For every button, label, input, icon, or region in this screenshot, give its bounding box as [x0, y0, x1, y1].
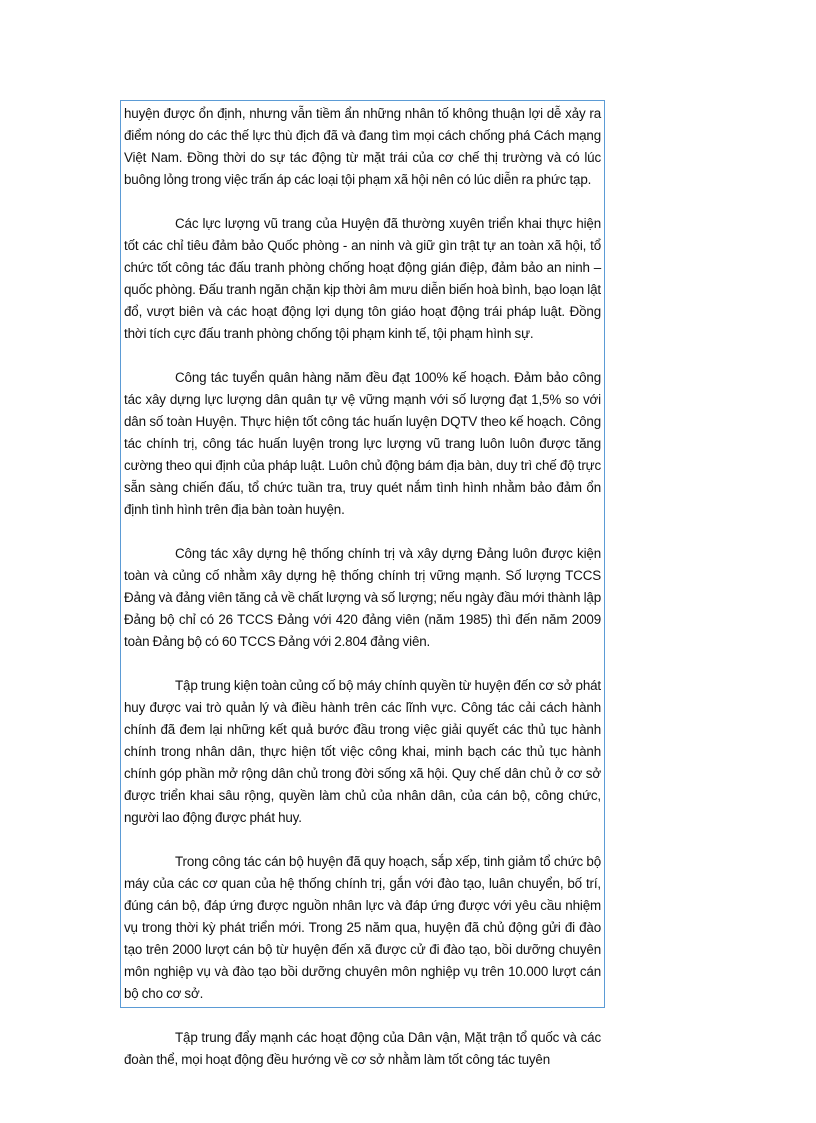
page-text-frame [120, 100, 605, 1067]
paragraph-5: Tập trung kiện toàn củng cố bộ máy chính quyền từ huyện đến cơ sở phát huy được vai trò quản lý và điều hành trên các lĩnh vực. Công tác cải cách hành chính đã đem lại những kết quả bước đầu trong việc giải quyết các thủ tục hành chính trong nhân dân, thực hiện tốt việc công khai, minh bạch các thủ tục hành chính góp phần mở rộng dân chủ trong đời sống xã hội. Quy chế dân chủ ở cơ sở được triển khai sâu rộng, quyền làm chủ của nhân dân, của cán bộ, công chức, người lao động được phát huy. [124, 678, 601, 825]
paragraph-3: Công tác tuyển quân hàng năm đều đạt 100% kế hoạch. Đảm bảo công tác xây dựng lực lượng dân quân tự vệ vững mạnh với số lượng đạt 1,5% so với dân số toàn Huyện. Thực hiện tốt công tác huấn luyện DQTV theo kế hoạch. Công tác chính trị, công tác huấn luyện trong lực lượng vũ trang luôn luôn được tăng cường theo qui định của pháp luật. Luôn chủ động bám địa bàn, duy trì chế độ trực sẵn sàng chiến đấu, tổ chức tuần tra, truy quét nắm tình hình nhằm bảo đảm ổn định tình hình trên địa bàn toàn huyện. [124, 370, 601, 517]
paragraph-4: Công tác xây dựng hệ thống chính trị và xây dựng Đảng luôn được kiện toàn và củng cố nhằm xây dựng hệ thống chính trị vững mạnh. Số lượng TCCS Đảng và đảng viên tăng cả về chất lượng và số lượng; nếu ngày đầu mới thành lập Đảng bộ chỉ có 26 TCCS Đảng với 420 đảng viên (năm 1985) thì đến năm 2009 toàn Đảng bộ có 60 TCCS Đảng với 2.804 đảng viên. [124, 546, 601, 649]
paragraph-6: Trong công tác cán bộ huyện đã quy hoạch, sắp xếp, tinh giảm tổ chức bộ máy của các cơ quan của hệ thống chính trị, gắn với đào tạo, luân chuyển, bố trí, đúng cán bộ, đáp ứng được nguồn nhân lực và đáp ứng được với yêu cầu nhiệm vụ trong thời kỳ phát triển mới. Trong 25 năm qua, huyện đã chủ động gửi đi đào tạo trên 2000 lượt cán bộ từ huyện đến xã được cử đi đào tạo, bồi dưỡng chuyên môn nghiệp vụ và đào tạo bồi dưỡng chuyên môn nghiệp vụ trên 10.000 lượt cán bộ cho cơ sở. [124, 854, 601, 1001]
document-body [121, 101, 604, 1071]
paragraph-1: huyện được ổn định, nhưng vẫn tiềm ẩn những nhân tố không thuận lợi dễ xảy ra điểm nóng do các thế lực thù địch đã và đang tìm mọi cách chống phá Cách mạng Việt Nam. Đồng thời do sự tác động từ mặt trái của cơ chế thị trường và có lúc buông lỏng trong việc trấn áp các loại tội phạm xã hội nên có lúc diễn ra phức tạp. [124, 106, 601, 187]
paragraph-2: Các lực lượng vũ trang của Huyện đã thường xuyên triển khai thực hiện tốt các chỉ tiêu đảm bảo Quốc phòng - an ninh và giữ gìn trật tự an toàn xã hội, tổ chức tốt công tác đấu tranh phòng chống hoạt động gián điệp, đảm bảo an ninh – quốc phòng. Đấu tranh ngăn chặn kịp thời âm mưu diễn biến hoà bình, bạo loạn lật đổ, vượt biên và các hoạt động lợi dụng tôn giáo hoạt động trái pháp luật. Đồng thời tích cực đấu tranh phòng chống tội phạm kinh tế, tội phạm hình sự. [124, 216, 601, 341]
paragraph-7: Tập trung đẩy mạnh các hoạt động của Dân vận, Mặt trận tổ quốc và các đoàn thể, mọi hoạt động đều hướng về cơ sở nhằm làm tốt công tác tuyên [124, 1030, 601, 1067]
